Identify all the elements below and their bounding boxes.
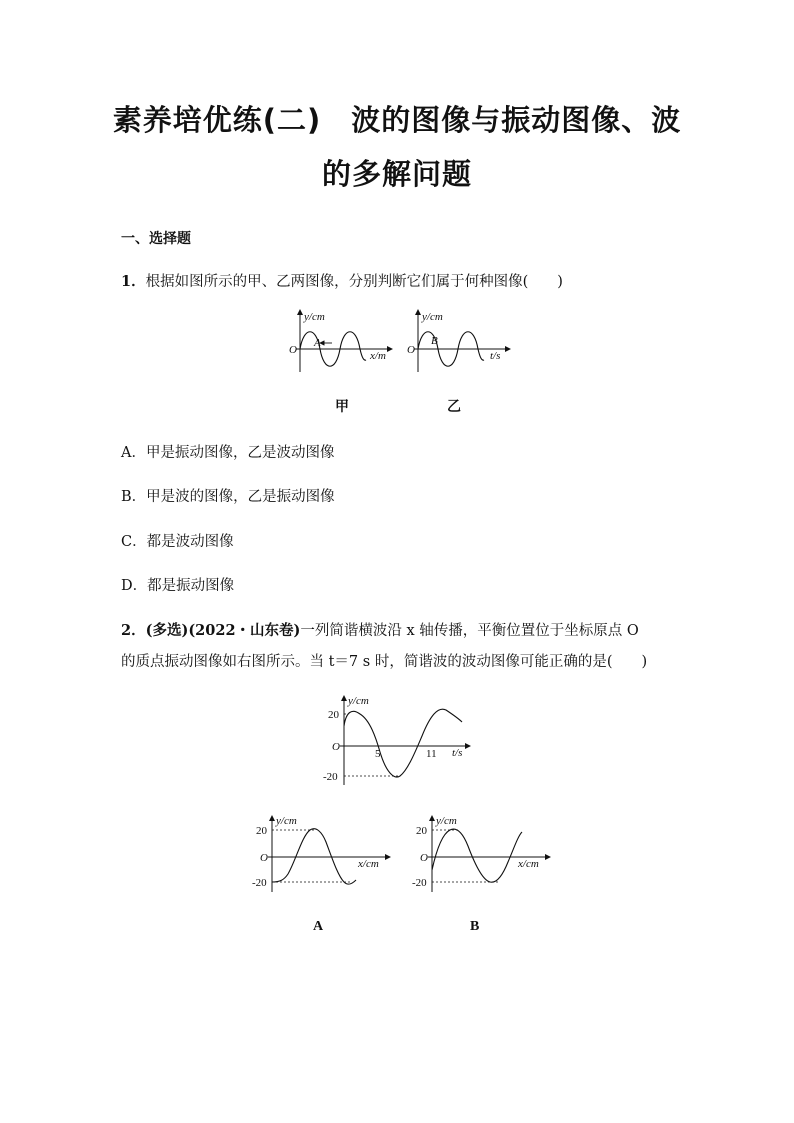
caption-yi: 乙 <box>447 399 461 415</box>
question-1-stem <box>121 270 563 291</box>
figure-q2-option-a <box>252 812 392 894</box>
optB-xlabel: x/cm <box>518 858 539 870</box>
figure-jia <box>286 306 396 376</box>
option-c: C．都是波动图像 <box>121 534 234 550</box>
main-xtick-5: 5 <box>375 748 381 760</box>
optA-ylabel: y/cm <box>276 815 297 827</box>
section-heading: 一、选择题 <box>121 231 191 247</box>
option-b: B．甲是波的图像，乙是振动图像 <box>121 489 335 505</box>
yi-ylabel: y/cm <box>422 311 443 323</box>
main-ytick-20: 20 <box>328 709 339 721</box>
yi-point-label: B <box>431 335 438 347</box>
yi-origin: O <box>407 344 415 356</box>
option-a: A．甲是振动图像，乙是波动图像 <box>121 445 335 461</box>
main-origin: O <box>332 741 340 753</box>
caption-jia: 甲 <box>335 399 349 415</box>
optA-xlabel: x/cm <box>358 858 379 870</box>
main-curve <box>344 709 462 777</box>
jia-xlabel: x/m <box>370 350 386 362</box>
question-2-number: 2． <box>121 622 146 639</box>
option-d: D．都是振动图像 <box>121 578 235 594</box>
figure-q2-option-b <box>412 812 552 894</box>
figure-yi <box>404 306 514 376</box>
question-2-stem-line2: 的质点振动图像如右图所示。当 t＝7 s 时，简谐波的波动图像可能正确的是( ) <box>121 654 648 670</box>
page-title-line2: 的多解问题 <box>321 157 472 191</box>
figure-q2-main <box>322 692 472 787</box>
question-2-text-1: 一列简谐横波沿 x 轴传播，平衡位置位于坐标原点 O <box>300 623 639 639</box>
optA-ytick-20: 20 <box>256 825 267 837</box>
optB-curve <box>432 829 522 882</box>
main-xlabel: t/s <box>452 747 463 759</box>
main-xtick-11: 11 <box>426 748 437 760</box>
jia-point-label: A <box>314 337 321 349</box>
optB-ylabel: y/cm <box>436 815 457 827</box>
caption-option-b: B <box>470 919 480 934</box>
main-ylabel: y/cm <box>348 695 369 707</box>
optB-origin: O <box>420 852 428 864</box>
question-1-text: 根据如图所示的甲、乙两图像，分别判断它们属于何种图像( ) <box>145 274 563 290</box>
optB-ytick-neg20: -20 <box>412 877 427 889</box>
question-2-tag: (多选)(2022・山东卷) <box>145 622 301 639</box>
jia-origin: O <box>289 344 297 356</box>
optB-ytick-20: 20 <box>416 825 427 837</box>
optA-origin: O <box>260 852 268 864</box>
question-1-number: 1． <box>121 273 146 290</box>
page-title-line1: 素养培优练(二) 波的图像与振动图像、波 <box>112 103 682 137</box>
caption-option-a: A <box>313 919 324 934</box>
question-2-stem-line1 <box>121 619 639 640</box>
jia-ylabel: y/cm <box>304 311 325 323</box>
main-ytick-neg20: -20 <box>323 771 338 783</box>
optA-curve <box>272 829 356 884</box>
yi-xlabel: t/s <box>490 350 501 362</box>
optA-ytick-neg20: -20 <box>252 877 267 889</box>
